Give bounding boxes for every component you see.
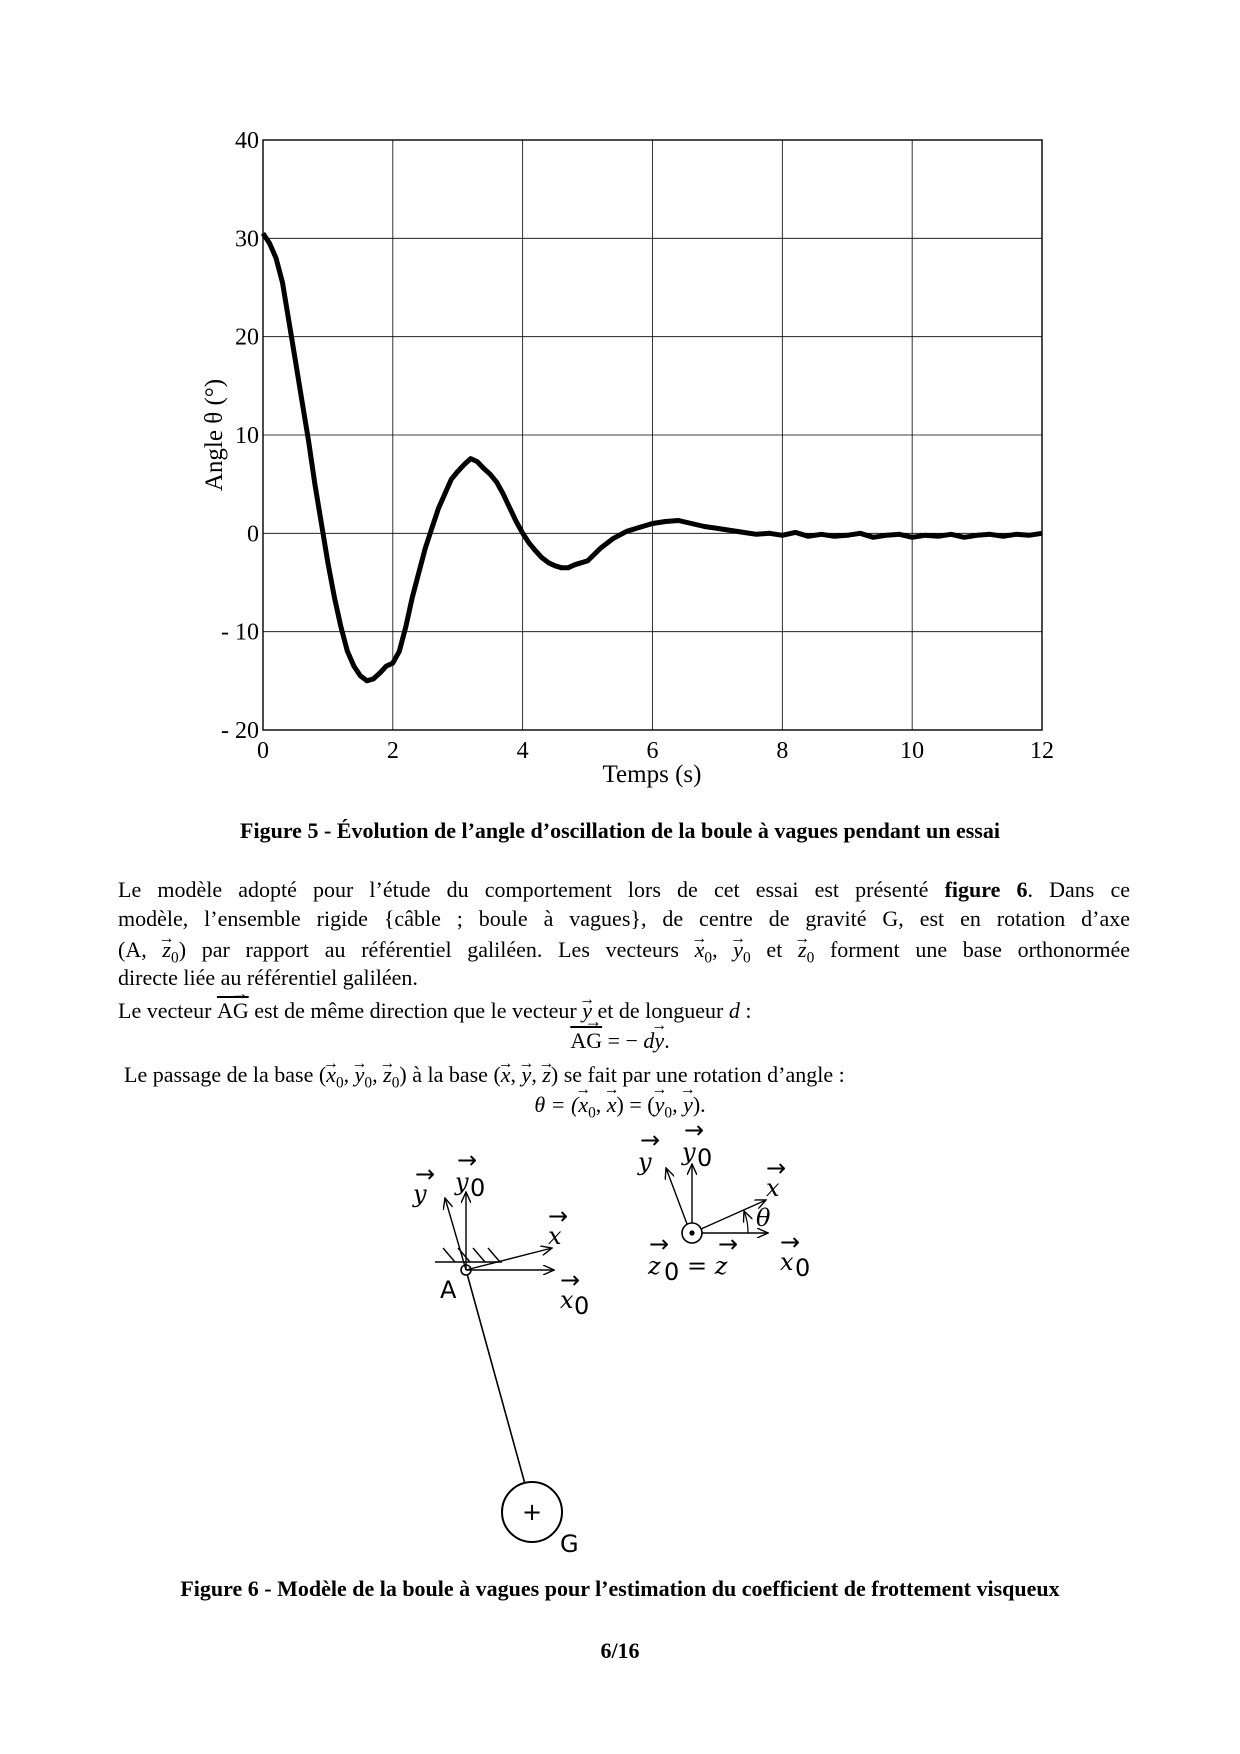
label-z0-right: z <box>648 1252 661 1280</box>
label-y0-arrow: → <box>457 1146 478 1174</box>
page-number: 6/16 <box>600 1638 640 1663</box>
label-x0-right-sub: 0 <box>795 1254 811 1282</box>
base-rotation <box>637 1116 810 1286</box>
y-tick-label: 0 <box>247 521 259 548</box>
y-tick-label: 20 <box>235 324 259 351</box>
label-y-arrow: → <box>415 1160 436 1188</box>
figure-6-caption: Figure 6 - Modèle de la boule à vagues pour l’estimation du coefficient de frottement visqueux <box>180 1576 1060 1601</box>
cable-line <box>466 1270 525 1484</box>
figure-5-caption: Figure 5 - Évolution de l’angle d’oscillation de la boule à vagues pendant un essai <box>240 818 1000 843</box>
label-y-right-arrow: → <box>640 1126 661 1154</box>
label-a: A <box>440 1276 457 1304</box>
x-tick-label: 6 <box>646 738 659 764</box>
label-z0-right-sub: 0 <box>664 1258 680 1286</box>
label-x-arrow: → <box>548 1202 569 1230</box>
y-tick-label: 40 <box>235 128 259 154</box>
paragraph-line-6: Le passage de la base (→ $x_0$, → $y_0$, → $z_0$) à la base (→ x, → y, → z) se fait par une rotation d’angle : <box>124 1060 1136 1097</box>
center-marker: + <box>521 1498 543 1526</box>
y-tick-label: - 20 <box>221 718 259 744</box>
label-z-eq: = z <box>687 1252 728 1280</box>
theta-arc <box>744 1211 748 1233</box>
x-tick-label: 2 <box>386 738 399 764</box>
equation-theta: θ = (→ $x_0$, → x) = (→ $y_0$, → y). <box>0 1092 1240 1122</box>
label-theta: θ <box>756 1204 771 1232</box>
label-x0-right-arrow: → <box>780 1228 801 1256</box>
label-x-right-arrow: → <box>766 1154 787 1182</box>
label-y0-right-sub: 0 <box>697 1144 713 1172</box>
x-arrow <box>466 1248 552 1270</box>
label-y0-right-arrow: → <box>684 1116 705 1144</box>
y-axis-label: Angle θ (°) <box>201 378 228 492</box>
paragraph-line-3: (A, → $z_0$) par rapport au référentiel galiléen. Les vecteurs → $x_0$, → $y_0$ et → $z_0$ forment une base orthonormée <box>118 935 1130 972</box>
label-x0-arrow: → <box>560 1266 581 1294</box>
y-arrow <box>445 1198 466 1270</box>
label-x0-sub: 0 <box>574 1292 590 1320</box>
label-x: x <box>548 1222 562 1250</box>
label-z-eq-arrow: → <box>718 1230 739 1258</box>
paragraph-line-1: Le modèle adopté pour l’étude du comportement lors de cet essai est présenté figure 6. Dans ce <box>118 877 1131 902</box>
label-g: G <box>560 1530 579 1558</box>
x-tick-label: 10 <box>900 738 925 764</box>
label-x-right: x <box>766 1174 780 1202</box>
equation-ag: → $\overline{AG}$ = − d→ y. <box>0 1028 1240 1054</box>
y-tick-label: - 10 <box>221 619 259 646</box>
label-x0-right: x <box>780 1248 794 1276</box>
x-tick-label: 8 <box>776 738 789 764</box>
x-axis-label: Temps (s) <box>602 761 702 788</box>
y-arrow-right <box>666 1168 687 1224</box>
x-tick-label: 12 <box>1030 738 1054 764</box>
z-axis-dot <box>689 1230 694 1235</box>
support-hatching <box>443 1248 500 1262</box>
x-tick-label: 4 <box>516 738 529 764</box>
x-tick-label: 0 <box>257 738 269 764</box>
paragraph-line-2: modèle, l’ensemble rigide {câble ; boule à vagues}, de centre de gravité G, est en rotation d’axe <box>118 906 1130 931</box>
label-y0-right: y <box>682 1138 696 1166</box>
y-tick-label: 30 <box>235 226 259 253</box>
label-y: y <box>413 1180 427 1208</box>
paragraph-line-5: Le vecteur → $\overline{AG}$ est de même direction que le vecteur → y et de longueur d : <box>118 996 1130 1025</box>
label-z0-right-arrow: → <box>649 1230 670 1258</box>
paragraph-line-4: directe liée au référentiel galiléen. <box>118 965 418 990</box>
label-y-right: y <box>638 1148 652 1176</box>
label-y0-sub: 0 <box>470 1174 486 1202</box>
pendulum-model <box>412 1146 589 1558</box>
y-tick-label: 10 <box>235 423 259 449</box>
label-x0: x <box>560 1286 574 1314</box>
label-y0: y <box>455 1168 469 1196</box>
